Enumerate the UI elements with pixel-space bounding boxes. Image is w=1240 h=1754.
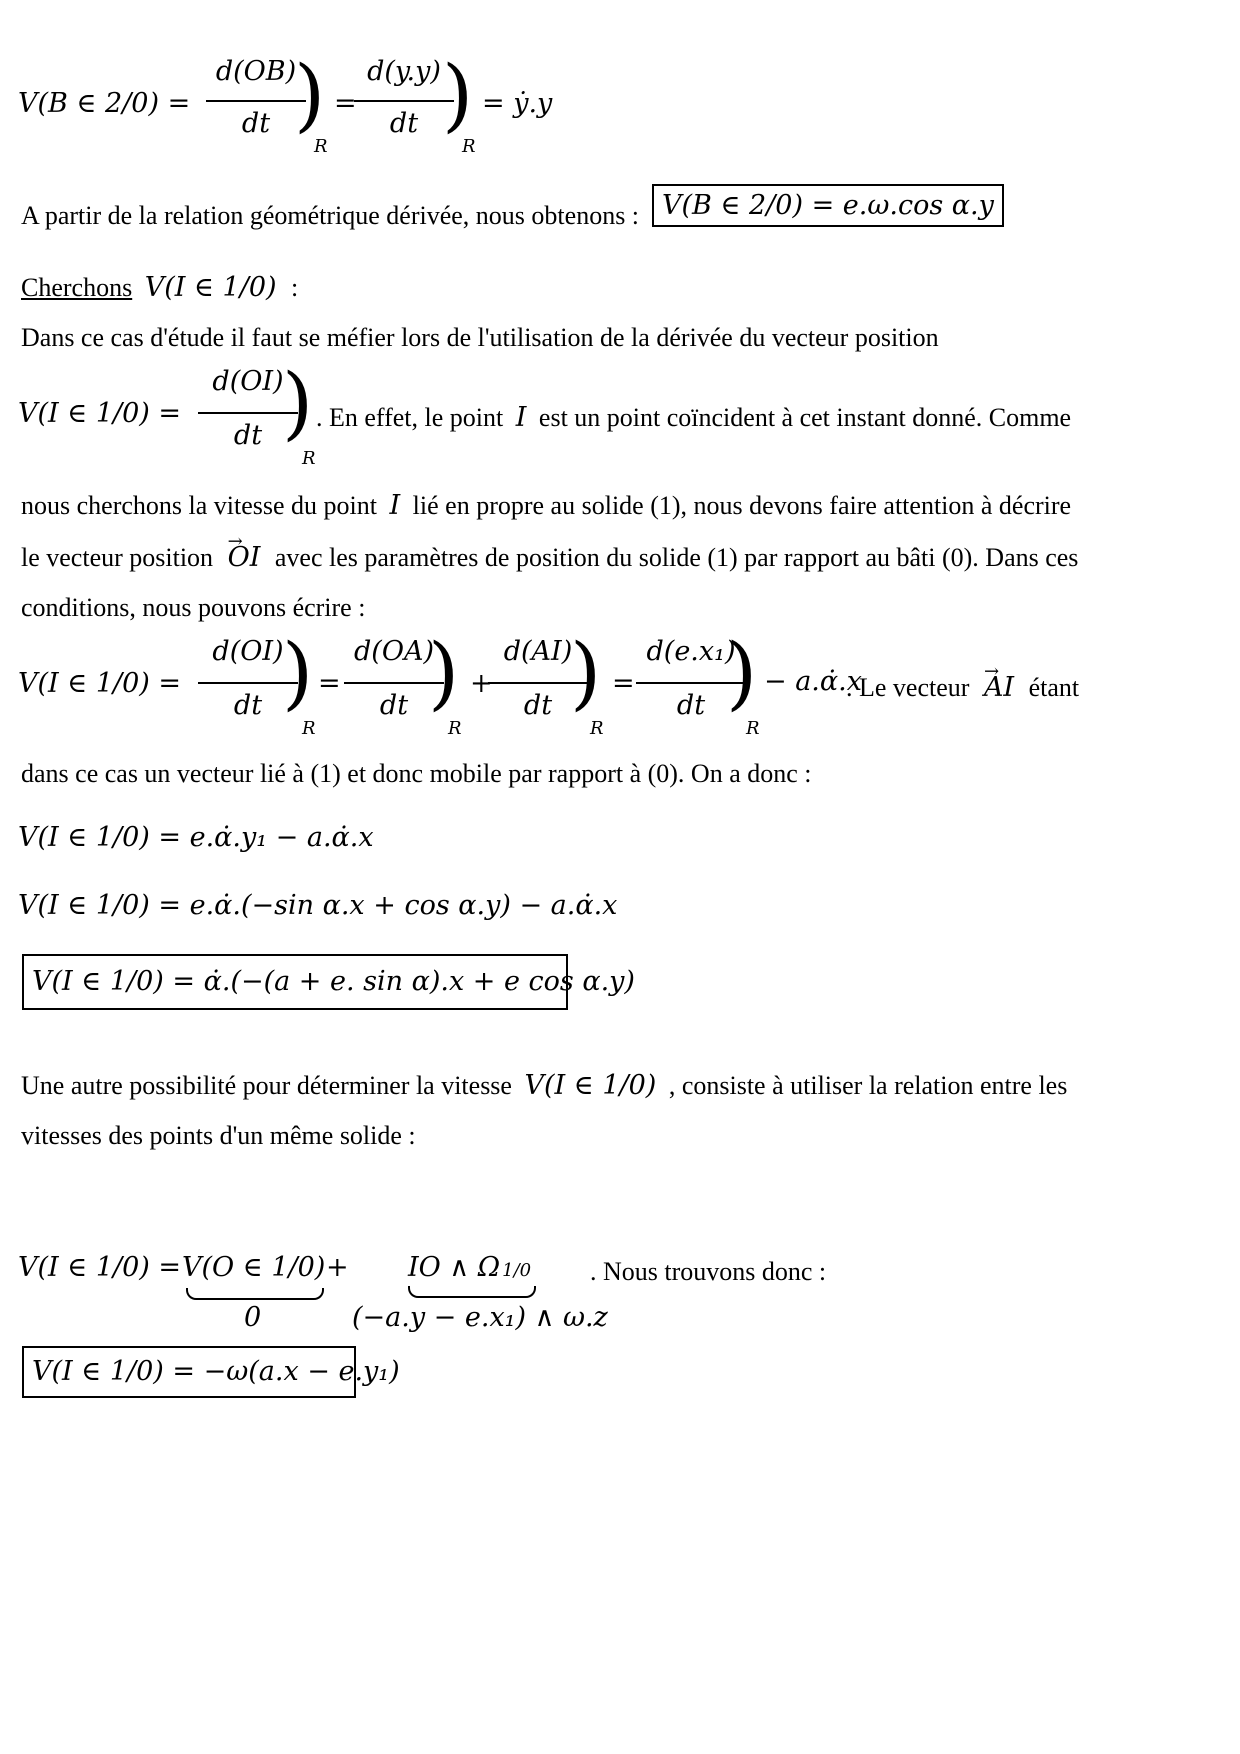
paragraph-other-possibility bbox=[21, 1070, 1067, 1102]
paragraph-point-velocity bbox=[21, 490, 1071, 522]
eq3-vec: AI → bbox=[984, 672, 1014, 704]
eq1-rhs: = ẏ.y bbox=[482, 88, 553, 119]
p9-text: vitesses des points d'un même solide : bbox=[21, 1121, 416, 1150]
eq3-eq2: = bbox=[612, 668, 635, 699]
eq1-bracket1: ) bbox=[294, 48, 326, 141]
eq2-after: . En effet, le point bbox=[316, 403, 504, 432]
eq1-lhs: V(B ∈ 2/0) = bbox=[18, 88, 191, 119]
p4-a: nous cherchons la vitesse du point bbox=[21, 491, 377, 520]
eq7-underbrace2 bbox=[408, 1286, 536, 1298]
eq1-fracbar2 bbox=[354, 100, 454, 102]
eq-velocity-i-expanded: V(I ∈ 1/0) = e.α̇.(−sin α.x + cos α.y) − a.α̇.x bbox=[18, 890, 618, 921]
paragraph-same-solid bbox=[21, 1120, 416, 1152]
eq3-eq1: = bbox=[318, 668, 341, 699]
eq1-sub2: R bbox=[462, 136, 476, 157]
p6-text: conditions, nous pouvons écrire : bbox=[21, 593, 366, 622]
eq2-bracket: ) bbox=[282, 356, 314, 449]
eq3-br2: ) bbox=[428, 626, 460, 719]
eq2-tail: est un point coïncident à cet instant donné. Comme bbox=[538, 403, 1072, 432]
eq7-after: . Nous trouvons donc : bbox=[590, 1257, 827, 1286]
eq2-sub: R bbox=[302, 448, 316, 469]
p8-b: , consiste à utiliser la relation entre les bbox=[668, 1071, 1068, 1100]
cherchons-label: Cherchons bbox=[21, 273, 133, 302]
p5-vec: OI → bbox=[228, 542, 261, 574]
eq3-den4: dt bbox=[676, 690, 706, 721]
p7-text: dans ce cas un vecteur lié à (1) et donc mobile par rapport à (0). On a donc : bbox=[21, 759, 812, 788]
paragraph-geometric-relation bbox=[21, 200, 639, 232]
cherchons-colon: : bbox=[291, 273, 299, 302]
boxed-velocity-b: V(B ∈ 2/0) = e.ω.cos α.y bbox=[652, 184, 1004, 227]
eq3-den3: dt bbox=[523, 690, 553, 721]
eq1-num2: d(y.y) bbox=[367, 56, 441, 87]
eq3-minus-term: − a.α̇.x bbox=[764, 666, 862, 697]
cherchons-expr: V(I ∈ 1/0) bbox=[144, 272, 277, 303]
eq1-bracket2: ) bbox=[442, 48, 474, 141]
eq3-sub2: R bbox=[448, 718, 462, 739]
eq2-point: I bbox=[515, 402, 527, 433]
eq1-den2: dt bbox=[389, 108, 419, 139]
p4-b: lié en propre au solide (1), nous devons faire attention à décrire bbox=[412, 491, 1072, 520]
eq3-num3: d(AI) bbox=[503, 636, 573, 667]
eq1-fracbar1 bbox=[206, 100, 306, 102]
paragraph-conditions bbox=[21, 592, 365, 624]
eq1-mid: = bbox=[334, 88, 357, 119]
eq1-num1: d(OB) bbox=[215, 56, 297, 87]
p8-a: Une autre possibilité pour déterminer la vitesse bbox=[21, 1071, 512, 1100]
paragraph-coincident-point bbox=[316, 402, 1071, 434]
p4-point: I bbox=[389, 490, 401, 521]
eq-velocity-i-torsor bbox=[18, 1240, 1018, 1350]
eq7-term2-main: IO ∧ Ω bbox=[408, 1252, 501, 1283]
eq7-under2: (−a.y − e.x₁) ∧ ω.z bbox=[352, 1302, 608, 1333]
eq3-br3: ) bbox=[570, 626, 602, 719]
eq3-den2: dt bbox=[379, 690, 409, 721]
eq2-lhs: V(I ∈ 1/0) = bbox=[18, 398, 182, 429]
eq3-num4: d(e.x₁) bbox=[646, 636, 736, 667]
paragraph-position-vector bbox=[21, 542, 1078, 574]
eq7-under1: 0 bbox=[244, 1302, 262, 1333]
eq2-den: dt bbox=[233, 420, 263, 451]
eq3-sub1: R bbox=[302, 718, 316, 739]
eq7-term2-sub: 1/0 bbox=[502, 1260, 532, 1281]
eq1-sub1: R bbox=[314, 136, 328, 157]
boxed-velocity-i-result: V(I ∈ 1/0) = α̇.(−(a + e. sin α).x + e cos α.y) bbox=[22, 954, 568, 1010]
paragraph-we-find bbox=[590, 1256, 826, 1288]
eq7-underbrace1 bbox=[186, 1288, 324, 1300]
p3-text: Dans ce cas d'étude il faut se méfier lors de l'utilisation de la dérivée du vecteur position bbox=[21, 323, 939, 352]
eq3-after: . Le vecteur bbox=[846, 673, 970, 702]
paragraph-cherchons bbox=[21, 272, 298, 304]
eq7-term1: V(O ∈ 1/0) bbox=[182, 1252, 326, 1283]
eq3-lhs: V(I ∈ 1/0) = bbox=[18, 668, 182, 699]
eq7-term2 bbox=[408, 1252, 531, 1283]
eq-velocity-i-y1: V(I ∈ 1/0) = e.α̇.y₁ − a.α̇.x bbox=[18, 822, 374, 853]
eq3-tail: étant bbox=[1028, 673, 1080, 702]
eq3-num1: d(OI) bbox=[212, 636, 284, 667]
eq2-num: d(OI) bbox=[212, 366, 284, 397]
eq3-plus: + bbox=[470, 668, 493, 699]
eq3-sub4: R bbox=[746, 718, 760, 739]
p5-a: le vecteur position bbox=[21, 543, 214, 572]
eq1-den1: dt bbox=[241, 108, 271, 139]
p5-b: avec les paramètres de position du solide (1) par rapport au bâti (0). Dans ces bbox=[274, 543, 1079, 572]
eq7-plus: + bbox=[326, 1252, 349, 1283]
paragraph-caution bbox=[21, 322, 939, 354]
boxed-velocity-i-final: V(I ∈ 1/0) = −ω(a.x − e.y₁) bbox=[22, 1346, 356, 1398]
eq3-br1: ) bbox=[282, 626, 314, 719]
eq3-den1: dt bbox=[233, 690, 263, 721]
eq3-num2: d(OA) bbox=[354, 636, 434, 667]
p8-expr: V(I ∈ 1/0) bbox=[524, 1070, 657, 1101]
paragraph-mobile-vector bbox=[21, 758, 812, 790]
eq3-sub3: R bbox=[590, 718, 604, 739]
eq3-br4: ) bbox=[726, 626, 758, 719]
paragraph-vector-ai bbox=[846, 672, 1079, 704]
eq7-lhs: V(I ∈ 1/0) = bbox=[18, 1252, 182, 1283]
p1-text: A partir de la relation géométrique dérivée, nous obtenons : bbox=[21, 201, 640, 230]
